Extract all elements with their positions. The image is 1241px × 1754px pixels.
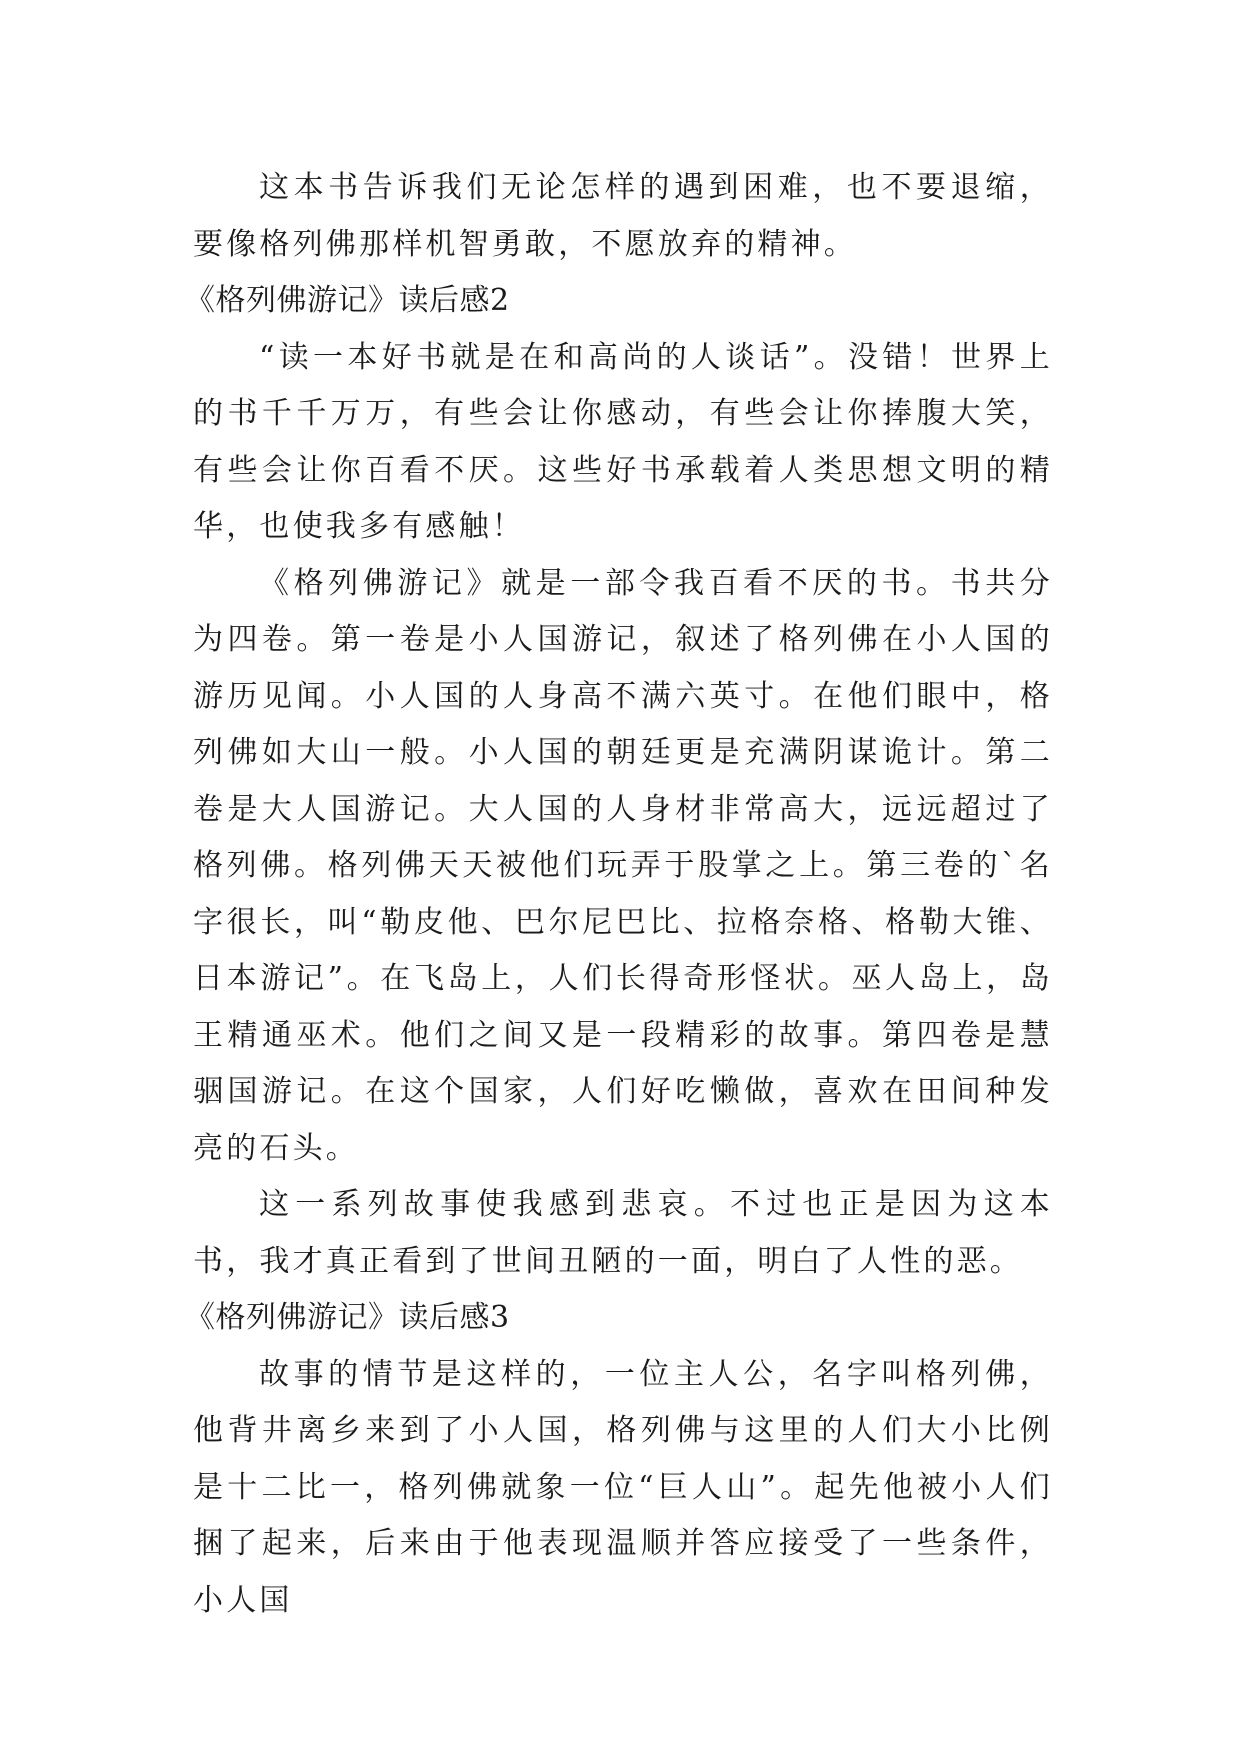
document-body <box>185 160 1053 1629</box>
paragraph-intro: 这本书告诉我们无论怎样的遇到困难，也不要退缩，要像格列佛那样机智勇敢，不愿放弃的精神。 <box>193 170 1053 262</box>
paragraph-s2-3: 这一系列故事使我感到悲哀。不过也正是因为这本书，我才真正看到了世间丑陋的一面，明白了人性的恶。 <box>193 1187 1053 1279</box>
paragraph-s2-1: “读一本好书就是在和高尚的人谈话”。没错！世界上的书千千万万，有些会让你感动，有些会让你捧腹大笑，有些会让你百看不厌。这些好书承载着人类思想文明的精华，也使我多有感触！ <box>193 339 1053 544</box>
paragraph-s3-1: 故事的情节是这样的，一位主人公，名字叫格列佛，他背井离乡来到了小人国，格列佛与这里的人们大小比例是十二比一，格列佛就象一位“巨人山”。起先他被小人们捆了起来，后来由于他表现温顺并答应接受了一些条件，小人国 <box>193 1356 1053 1618</box>
paragraph-s2-2: 《格列佛游记》就是一部令我百看不厌的书。书共分为四卷。第一卷是小人国游记，叙述了格列佛在小人国的游历见闻。小人国的人身高不满六英寸。在他们眼中，格列佛如大山一般。小人国的朝廷更是充满阴谋诡计。第二卷是大人国游记。大人国的人身材非常高大，远远超过了格列佛。格列佛天天被他们玩弄于股掌之上。第三卷的`名字很长，叫“勒皮他、巴尔尼巴比、拉格奈格、格勒大锥、日本游记”。在飞岛上，人们长得奇形怪状。巫人岛上，岛王精通巫术。他们之间又是一段精彩的故事。第四卷是慧骃国游记。在这个国家，人们好吃懒做，喜欢在田间种发亮的石头。 <box>193 565 1053 1166</box>
section-heading-2: 《格列佛游记》读后感2 <box>185 283 510 318</box>
section-heading-3: 《格列佛游记》读后感3 <box>185 1300 510 1335</box>
